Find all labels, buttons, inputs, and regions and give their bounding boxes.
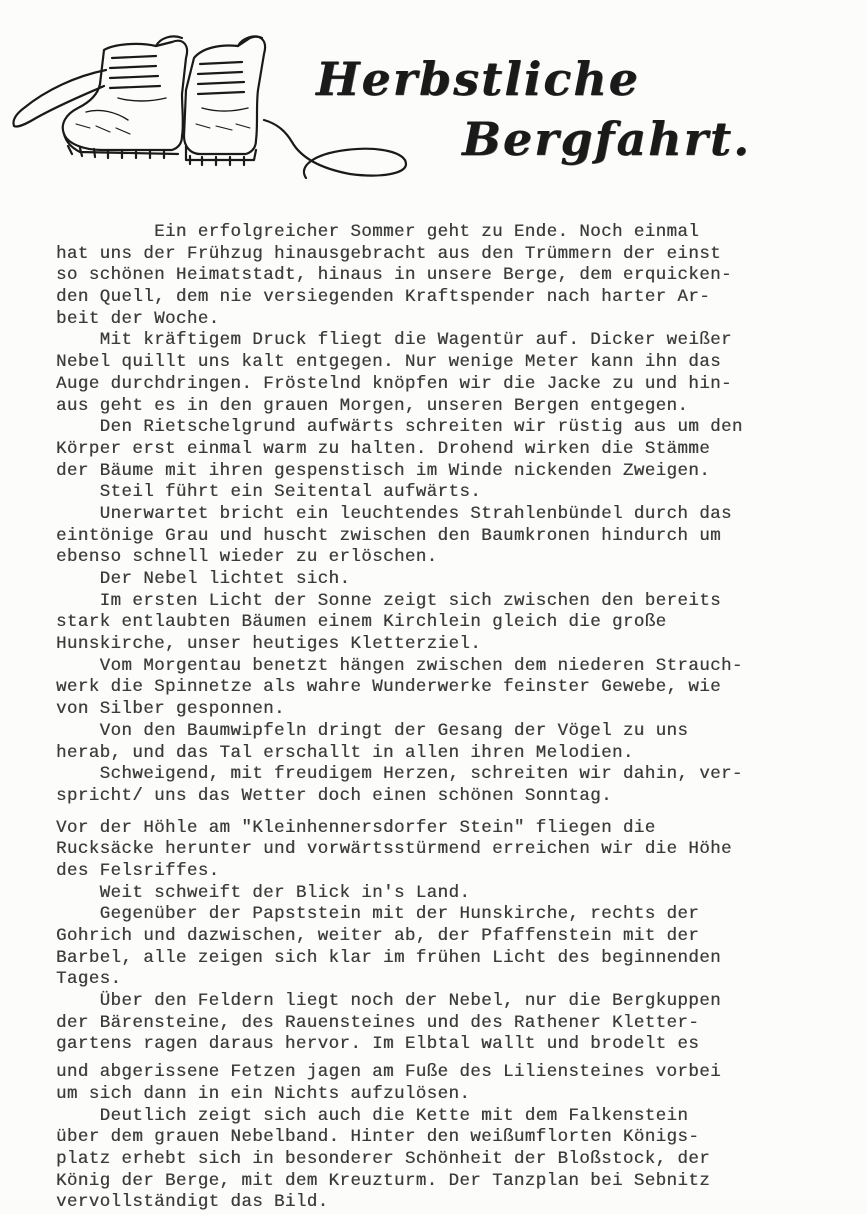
text-line: Hunskirche, unser heutiges Kletterziel.: [56, 634, 482, 655]
text-line: Deutlich zeigt sich auch die Kette mit dem Falkenstein: [56, 1105, 689, 1126]
title-line-1: Herbstliche: [316, 52, 640, 106]
text-line: vervollständigt das Bild.: [56, 1192, 329, 1213]
text-line: eintönige Grau und huscht zwischen den Baumkronen hindurch um: [56, 525, 722, 546]
text-line: König der Berge, mit dem Kreuzturm. Der Tanzplan bei Sebnitz: [56, 1170, 711, 1191]
text-line: Ein erfolgreicher Sommer geht zu Ende. Noch einmal: [56, 222, 700, 242]
text-line: Der Nebel lichtet sich.: [56, 569, 351, 589]
text-line: spricht/ uns das Wetter doch einen schönen Sonntag.: [56, 785, 612, 806]
text-line: Tages.: [56, 969, 122, 990]
text-line: von Silber gesponnen.: [56, 699, 285, 720]
text-line: platz erhebt sich in besonderer Schönheit der Bloßstock, der: [56, 1148, 711, 1169]
text-line: ebenso schnell wieder zu erlöschen.: [56, 547, 438, 568]
text-line: Mit kräftigem Druck fliegt die Wagentür auf. Dicker weißer: [56, 330, 732, 351]
text-line: Auge durchdringen. Fröstelnd knöpfen wir die Jacke zu und hin-: [56, 373, 732, 394]
text-line: den Quell, dem nie versiegenden Kraftspender nach harter Ar-: [56, 287, 711, 308]
text-line: Rucksäcke herunter und vorwärtsstürmend erreichen wir die Höhe: [56, 839, 732, 860]
text-line: herab, und das Tal erschallt in allen ihren Melodien.: [56, 742, 634, 763]
text-line: Weit schweift der Blick in's Land.: [56, 882, 471, 903]
text-line: Im ersten Licht der Sonne zeigt sich zwischen den bereits: [56, 590, 722, 611]
text-line: Über den Feldern liegt noch der Nebel, nur die Bergkuppen: [56, 991, 722, 1012]
text-line: Gohrich und dazwischen, weiter ab, der Pfaffenstein mit der: [56, 926, 700, 946]
text-line: der Bäume mit ihren gespenstisch im Winde nickenden Zweigen.: [56, 460, 711, 481]
paragraph-gap: [56, 808, 846, 818]
text-line: über dem grauen Nebelband. Hinter den weißumflorten Königs-: [56, 1127, 700, 1148]
text-line: werk die Spinnetze als wahre Wunderwerke feinster Gewebe, wie: [56, 677, 722, 698]
text-line: stark entlaubten Bäumen einem Kirchlein gleich die große: [56, 612, 667, 633]
text-line: Vor der Höhle am "Kleinhennersdorfer Stein" fliegen die: [56, 817, 656, 838]
text-line: um sich dann in ein Nichts aufzulösen.: [56, 1083, 471, 1104]
text-line: Barbel, alle zeigen sich klar im frühen Licht des beginnenden: [56, 947, 722, 968]
text-line: beit der Woche.: [56, 308, 220, 329]
text-line: Vom Morgentau benetzt hängen zwischen dem niederen Strauch-: [56, 655, 743, 676]
text-line: und abgerissene Fetzen jagen am Fuße des Liliensteines vorbei: [56, 1062, 722, 1083]
text-line: der Bärensteine, des Rauensteines und des Rathener Kletter-: [56, 1012, 700, 1033]
text-line: des Felsriffes.: [56, 860, 220, 881]
typewritten-text: [56, 222, 846, 1214]
title-line-2: Bergfahrt.: [462, 112, 752, 166]
text-line: Gegenüber der Papststein mit der Hunskirche, rechts der: [56, 904, 700, 925]
text-line: gartens ragen daraus hervor. Im Elbtal wallt und brodelt es: [56, 1034, 700, 1055]
text-line: Nebel quillt uns kalt entgegen. Nur wenige Meter kann ihn das: [56, 352, 722, 373]
text-line: Steil führt ein Seitental aufwärts.: [56, 482, 482, 503]
text-line: Schweigend, mit freudigem Herzen, schreiten wir dahin, ver-: [56, 764, 743, 785]
text-line: aus geht es in den grauen Morgen, unseren Bergen entgegen.: [56, 395, 689, 416]
text-line: Körper erst einmal warm zu halten. Drohend wirken die Stämme: [56, 438, 711, 459]
text-line: Unerwartet bricht ein leuchtendes Strahlenbündel durch das: [56, 503, 732, 524]
text-line: hat uns der Frühzug hinausgebracht aus den Trümmern der einst: [56, 243, 722, 264]
text-line: Von den Baumwipfeln dringt der Gesang der Vögel zu uns: [56, 720, 689, 741]
text-line: so schönen Heimatstadt, hinaus in unsere Berge, dem erquicken-: [56, 265, 732, 286]
header: [0, 0, 867, 200]
text-line: Den Rietschelgrund aufwärts schreiten wir rüstig aus um den: [56, 417, 743, 438]
